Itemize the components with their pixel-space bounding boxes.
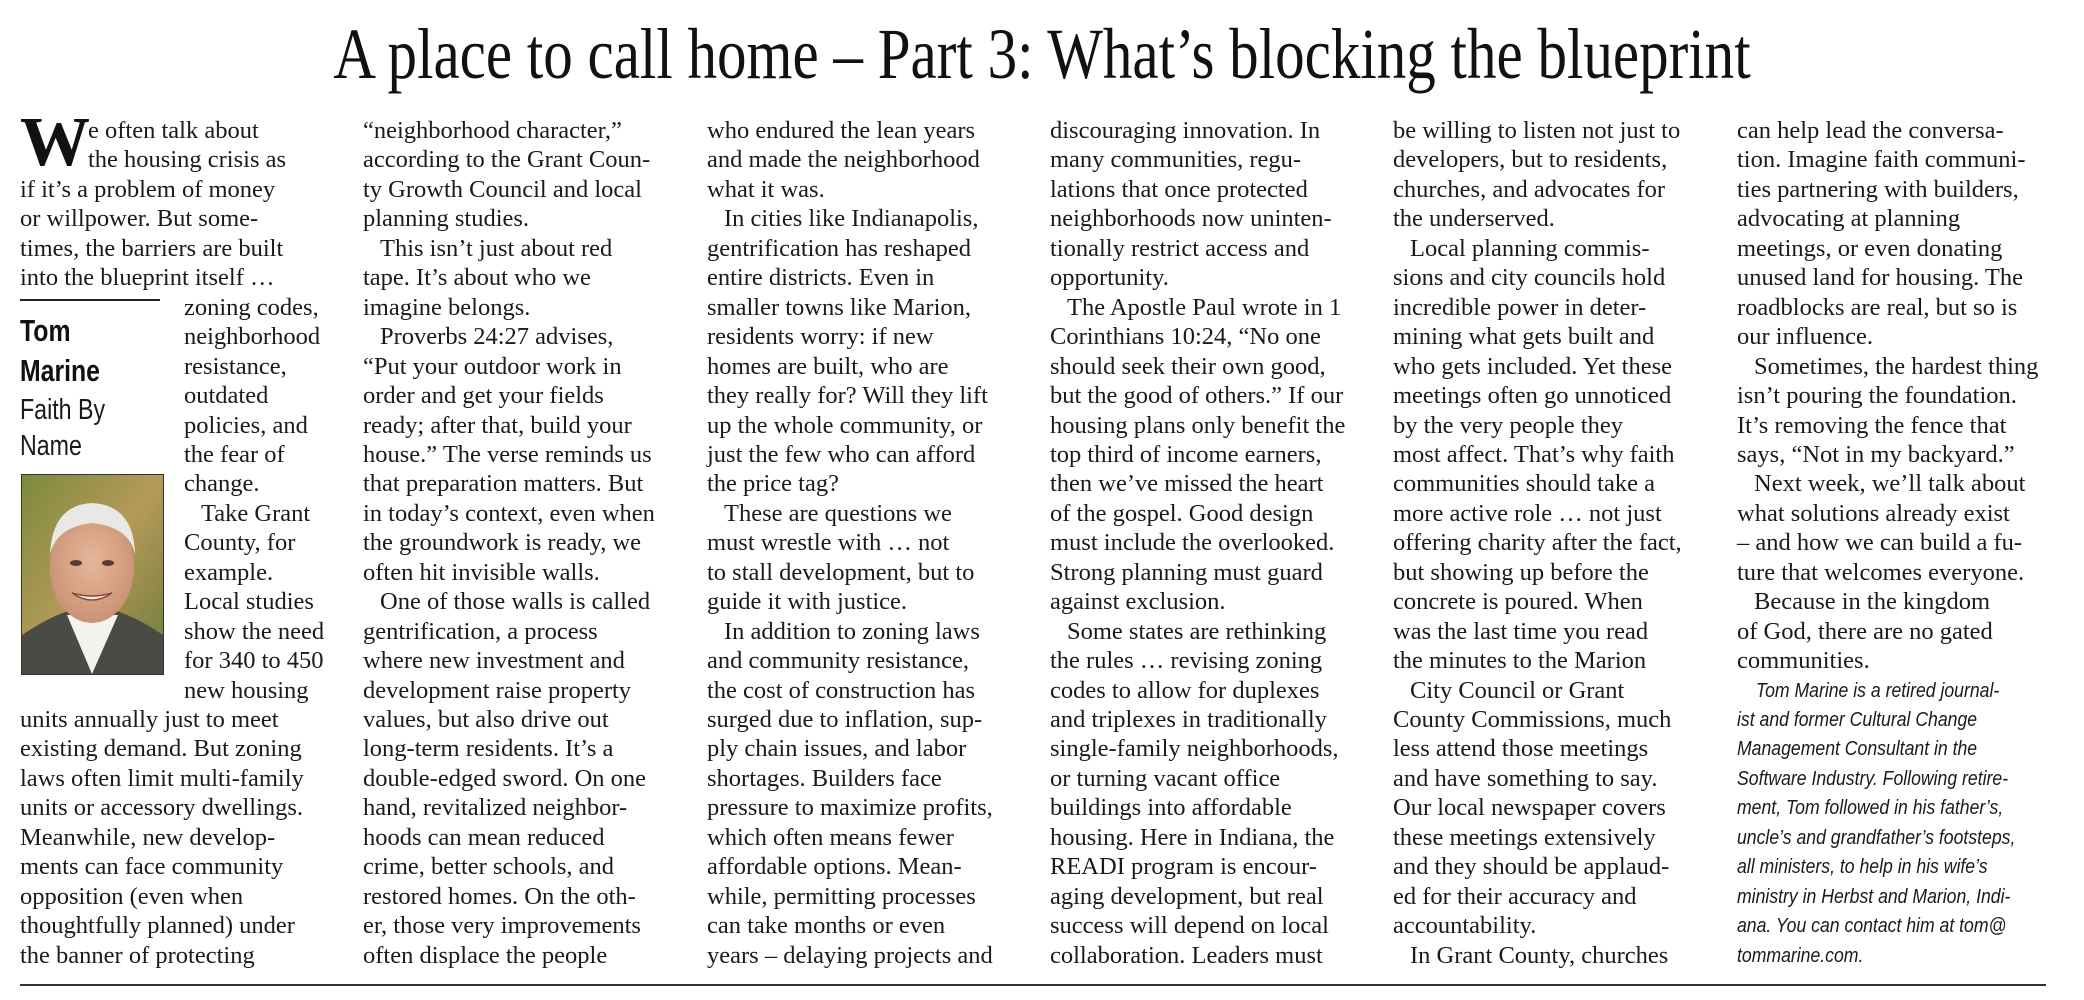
article-column-6 xyxy=(1737,116,2067,986)
text-line: In cities like Indianapolis, xyxy=(724,205,979,233)
text-line: and community resistance, xyxy=(707,647,969,675)
text-line: ments can face community xyxy=(20,853,284,881)
text-line: ready; after that, build your xyxy=(363,411,632,439)
text-line: collaboration. Leaders must xyxy=(1050,941,1323,969)
text-line: The Apostle Paul wrote in 1 xyxy=(1067,293,1342,321)
text-line: imagine belongs. xyxy=(363,293,531,321)
text-line: Proverbs 24:27 advises, xyxy=(380,323,614,351)
text-line: accountability. xyxy=(1393,912,1537,940)
text-line: ply chain issues, and labor xyxy=(707,735,967,763)
text-line: These are questions we xyxy=(724,499,952,527)
text-line: double-edged sword. On one xyxy=(363,764,647,792)
text-line: and have something to say. xyxy=(1393,764,1658,792)
text-line: ture that welcomes everyone. xyxy=(1737,558,2025,586)
text-line: meetings often go unnoticed xyxy=(1393,382,1672,410)
text-line: hoods can mean reduced xyxy=(363,823,605,851)
text-line: “neighborhood character,” xyxy=(363,117,622,144)
text-line: and triplexes in traditionally xyxy=(1050,706,1327,733)
text-line: opposition (even when xyxy=(20,882,244,910)
text-line: In addition to zoning laws xyxy=(724,617,980,645)
text-line: crime, better schools, and xyxy=(363,853,615,881)
text-line: advocating at planning xyxy=(1737,205,1961,233)
text-line: lations that once protected xyxy=(1050,175,1308,203)
text-line: the groundwork is ready, we xyxy=(363,529,642,557)
text-line: less attend those meetings xyxy=(1393,735,1649,763)
text-line: incredible power in deter- xyxy=(1393,293,1647,321)
text-line: developers, but to residents, xyxy=(1393,146,1668,174)
text-line: policies, and xyxy=(184,411,308,439)
text-line: er, those very improvements xyxy=(363,912,641,940)
text-line: concrete is poured. When xyxy=(1393,588,1643,616)
text-line: County, for xyxy=(184,529,296,557)
text-line: years – delaying projects and xyxy=(707,941,993,969)
text-line: that preparation matters. But xyxy=(363,470,644,498)
text-line: but showing up before the xyxy=(1393,558,1649,586)
column-name-line1: Faith By xyxy=(20,394,106,426)
text-line: existing demand. But zoning xyxy=(20,735,302,763)
text-line: outdated xyxy=(184,382,269,410)
text-line: Take Grant xyxy=(201,499,311,527)
text-line: if it’s a problem of money xyxy=(20,175,276,203)
text-line: or willpower. But some- xyxy=(20,205,259,233)
text-line: shortages. Builders face xyxy=(707,764,942,792)
text-line: mining what gets built and xyxy=(1393,323,1655,351)
text-line: Next week, we’ll talk about xyxy=(1754,470,2026,498)
text-line: most affect. That’s why faith xyxy=(1393,440,1675,468)
text-line: must wrestle with … not xyxy=(707,529,950,557)
text-line: and they should be applaud- xyxy=(1393,853,1670,881)
author-name-last: Marine xyxy=(20,353,100,388)
text-line: meetings, or even donating xyxy=(1737,234,2003,262)
text-line: roadblocks are real, but so is xyxy=(1737,293,2018,321)
author-bio-line: Management Consultant in the xyxy=(1737,737,1978,761)
text-line: the housing crisis as xyxy=(88,146,287,174)
text-line: unused land for housing. The xyxy=(1737,264,2024,292)
text-line: but the good of others.” If our xyxy=(1050,382,1344,410)
text-line: which often means fewer xyxy=(707,823,954,851)
text-line: single-family neighborhoods, xyxy=(1050,735,1339,763)
text-line: the price tag? xyxy=(707,470,839,498)
text-line: example. xyxy=(184,558,274,586)
text-line: values, but also drive out xyxy=(363,706,609,733)
text-line: the banner of protecting xyxy=(20,941,255,969)
text-line: churches, and advocates for xyxy=(1393,175,1666,203)
text-line: the minutes to the Marion xyxy=(1393,647,1647,675)
text-line: must include the overlooked. xyxy=(1050,529,1335,557)
text-line: tionally restrict access and xyxy=(1050,234,1310,262)
text-line: who endured the lean years xyxy=(707,117,976,144)
text-line: development raise property xyxy=(363,676,632,704)
text-line: can help lead the conversa- xyxy=(1737,117,2004,144)
text-line: offering charity after the fact, xyxy=(1393,529,1682,557)
text-line: City Council or Grant xyxy=(1410,676,1625,704)
text-line: the underserved. xyxy=(1393,205,1555,233)
text-line: neighborhoods now uninten- xyxy=(1050,205,1332,233)
text-line: ty Growth Council and local xyxy=(363,175,642,203)
text-line: into the blueprint itself … xyxy=(20,264,275,292)
text-line: often hit invisible walls. xyxy=(363,558,600,586)
text-line: or turning vacant office xyxy=(1050,764,1281,792)
text-line: zoning codes, xyxy=(184,293,319,321)
article-column-4 xyxy=(1050,116,1380,986)
text-line: Some states are rethinking xyxy=(1067,617,1327,645)
headline: A place to call home – Part 3: What’s blocking the blueprint xyxy=(333,14,1751,94)
text-line: This isn’t just about red xyxy=(380,234,613,262)
text-line: housing. Here in Indiana, the xyxy=(1050,823,1335,851)
drop-cap: W xyxy=(20,104,90,181)
text-line: says, “Not in my backyard.” xyxy=(1737,440,2015,468)
author-bio-line: Software Industry. Following retire- xyxy=(1737,766,2009,790)
text-line: Corinthians 10:24, “No one xyxy=(1050,323,1321,351)
text-line: opportunity. xyxy=(1050,264,1169,292)
text-line: e often talk about xyxy=(88,117,259,144)
text-line: guide it with justice. xyxy=(707,588,908,616)
text-line: entire districts. Even in xyxy=(707,264,935,292)
author-bio-line: tommarine.com. xyxy=(1737,943,1864,967)
text-line: should seek their own good, xyxy=(1050,352,1326,380)
text-line: sions and city councils hold xyxy=(1393,264,1666,292)
text-line: the fear of xyxy=(184,440,285,468)
text-line: tion. Imagine faith communi- xyxy=(1737,146,2026,174)
text-line: against exclusion. xyxy=(1050,588,1226,616)
text-line: laws often limit multi-family xyxy=(20,764,304,792)
text-line: ed for their accuracy and xyxy=(1393,882,1637,910)
text-line: Local studies xyxy=(184,588,314,616)
text-line: smaller towns like Marion, xyxy=(707,293,972,321)
article-column-3 xyxy=(707,116,1037,986)
text-line: homes are built, who are xyxy=(707,352,949,380)
author-name-first: Tom xyxy=(20,313,71,348)
text-line: Meanwhile, new develop- xyxy=(20,823,276,851)
text-line: change. xyxy=(184,470,260,498)
text-line: the rules … revising zoning xyxy=(1050,647,1323,675)
text-line: in today’s context, even when xyxy=(363,499,655,527)
text-line: the cost of construction has xyxy=(707,676,976,704)
text-line: top third of income earners, xyxy=(1050,440,1322,468)
author-bio-line: ministry in Herbst and Marion, Indi- xyxy=(1737,884,2011,908)
text-line: units annually just to meet xyxy=(20,706,279,733)
text-line: restored homes. On the oth- xyxy=(363,882,636,910)
text-line: surged due to inflation, sup- xyxy=(707,706,983,733)
text-line: Local planning commis- xyxy=(1410,234,1650,262)
text-line: Sometimes, the hardest thing xyxy=(1754,352,2039,380)
text-line: of the gospel. Good design xyxy=(1050,499,1314,527)
text-line: housing plans only benefit the xyxy=(1050,411,1346,439)
text-line: by the very people they xyxy=(1393,411,1623,439)
text-line: and made the neighborhood xyxy=(707,146,980,174)
text-line: residents worry: if new xyxy=(707,323,934,351)
text-line: of God, there are no gated xyxy=(1737,617,1993,645)
text-line: hand, revitalized neighbor- xyxy=(363,794,628,822)
text-line: READI program is encour- xyxy=(1050,853,1317,881)
text-line: – and how we can build a fu- xyxy=(1737,529,2023,557)
author-bio-line: ment, Tom followed in his father’s, xyxy=(1737,796,2004,820)
text-line: isn’t pouring the foundation. xyxy=(1737,382,2017,410)
article-column-5 xyxy=(1393,116,1723,986)
text-line: codes to allow for duplexes xyxy=(1050,676,1320,704)
text-line: they really for? Will they lift xyxy=(707,382,988,410)
text-line: buildings into affordable xyxy=(1050,794,1292,822)
text-line: often displace the people xyxy=(363,941,608,969)
author-bio-line: all ministers, to help in his wife’s xyxy=(1737,855,1988,879)
text-line: ties partnering with builders, xyxy=(1737,175,2019,203)
text-line: Strong planning must guard xyxy=(1050,558,1323,586)
text-line: In Grant County, churches xyxy=(1410,941,1669,969)
article-column-2 xyxy=(363,116,693,986)
text-line: units or accessory dwellings. xyxy=(20,794,304,822)
text-line: Because in the kingdom xyxy=(1754,588,1991,616)
author-bio-line: ana. You can contact him at tom@ xyxy=(1737,914,2007,938)
text-line: times, the barriers are built xyxy=(20,234,284,262)
text-line: neighborhood xyxy=(184,323,321,351)
text-line: house.” The verse reminds us xyxy=(363,440,652,468)
text-line: new housing xyxy=(184,676,309,704)
text-line: tape. It’s about who we xyxy=(363,264,591,292)
text-line: discouraging innovation. In xyxy=(1050,117,1321,144)
text-line: One of those walls is called xyxy=(380,588,651,616)
text-line: pressure to maximize profits, xyxy=(707,794,993,822)
text-line: success will depend on local xyxy=(1050,912,1329,940)
text-line: what solutions already exist xyxy=(1737,499,2010,527)
text-line: Our local newspaper covers xyxy=(1393,794,1666,822)
text-line: many communities, regu- xyxy=(1050,146,1302,174)
text-line: communities should take a xyxy=(1393,470,1655,498)
text-line: affordable options. Mean- xyxy=(707,853,962,881)
text-line: communities. xyxy=(1737,647,1870,675)
text-line: “Put your outdoor work in xyxy=(363,352,622,380)
text-line: show the need xyxy=(184,617,325,645)
text-line: where new investment and xyxy=(363,647,625,675)
text-line: for 340 to 450 xyxy=(184,647,324,675)
text-line: according to the Grant Coun- xyxy=(363,146,651,174)
text-line: thoughtfully planned) under xyxy=(20,912,295,940)
text-line: just the few who can afford xyxy=(707,440,976,468)
text-line: can take months or even xyxy=(707,912,946,940)
text-line: what it was. xyxy=(707,175,825,203)
text-line: long-term residents. It’s a xyxy=(363,735,614,763)
bottom-divider xyxy=(20,984,2046,986)
author-bio-line: Tom Marine is a retired journal- xyxy=(1755,678,2000,702)
text-line: our influence. xyxy=(1737,323,1874,351)
text-line: then we’ve missed the heart xyxy=(1050,470,1324,498)
text-line: be willing to listen not just to xyxy=(1393,117,1681,144)
text-line: was the last time you read xyxy=(1393,617,1649,645)
text-line: while, permitting processes xyxy=(707,882,976,910)
text-line: aging development, but real xyxy=(1050,882,1324,910)
text-line: gentrification, a process xyxy=(363,617,598,645)
text-line: gentrification has reshaped xyxy=(707,234,971,262)
author-bio-line: ist and former Cultural Change xyxy=(1737,708,1978,731)
text-line: planning studies. xyxy=(363,205,530,233)
text-line: It’s removing the fence that xyxy=(1737,411,2007,439)
text-line: up the whole community, or xyxy=(707,411,983,439)
text-line: order and get your fields xyxy=(363,382,604,410)
text-line: these meetings extensively xyxy=(1393,823,1656,851)
text-line: more active role … not just xyxy=(1393,499,1662,527)
text-line: resistance, xyxy=(184,352,287,380)
column-name-line2: Name xyxy=(20,430,82,462)
author-bio-line: uncle’s and grandfather’s footsteps, xyxy=(1737,825,2016,849)
article-column-1 xyxy=(20,116,350,986)
text-line: who gets included. Yet these xyxy=(1393,352,1672,380)
text-line: to stall development, but to xyxy=(707,558,975,586)
text-line: County Commissions, much xyxy=(1393,706,1672,733)
